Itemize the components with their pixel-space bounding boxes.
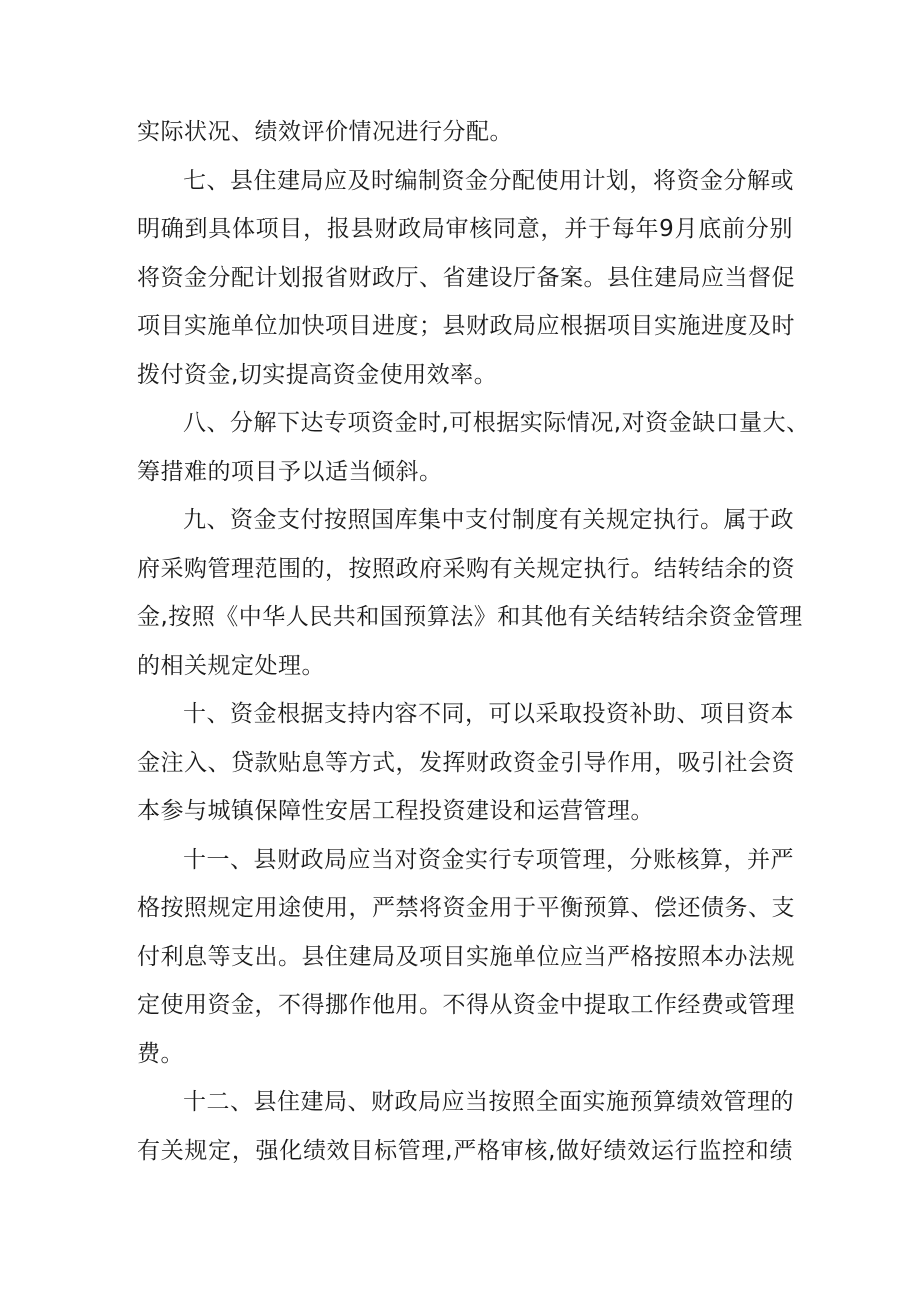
paragraph — [137, 690, 793, 836]
text-line: 明确到具体项目，报县财政局审核同意，并于每年9月底前分别 — [137, 216, 793, 242]
text-line: 拨付资金,切实提高资金使用效率。 — [137, 361, 498, 388]
text-line: 十二、县住建局、财政局应当按照全面实施预算绩效管理的 — [183, 1089, 794, 1115]
text-line: 的相关规定处理。 — [137, 652, 325, 679]
text-line: 费。 — [137, 1040, 184, 1067]
text-line: 金注入、贷款贴息等方式，发挥财政资金引导作用，吸引社会资 — [137, 749, 795, 776]
paragraph — [137, 157, 793, 400]
text-line: 金,按照《中华人民共和国预算法》和其他有关结转结余资金管理 — [137, 604, 803, 630]
paragraph — [137, 399, 810, 496]
text-line: 九、资金支付按照国库集中支付制度有关规定执行。属于政 — [183, 507, 794, 533]
text-line: 府采购管理范围的，按照政府采购有关规定执行。结转结余的资 — [137, 555, 795, 582]
text-line: 十、资金根据支持内容不同，可以采取投资补助、项目资本 — [183, 701, 794, 727]
text-line: 格按照规定用途使用，严禁将资金用于平衡预算、偿还债务、支 — [137, 895, 795, 921]
document-body — [137, 108, 810, 1175]
text-line: 付利息等支出。县住建局及项目实施单位应当严格按照本办法规 — [137, 943, 795, 970]
text-line: 实际状况、绩效评价情况进行分配。 — [137, 119, 513, 145]
text-line: 项目实施单位加快项目进度；县财政局应根据项目实施进度及时 — [137, 313, 795, 339]
paragraph — [137, 836, 793, 1079]
text-line: 八、分解下达专项资金时,可根据实际情况,对资金缺口量大、 — [183, 410, 810, 436]
text-line: 七、县住建局应及时编制资金分配使用计划，将资金分解或 — [183, 167, 794, 194]
text-line: 筹措难的项目予以适当倾斜。 — [137, 458, 443, 485]
text-line: 本参与城镇保障性安居工程投资建设和运营管理。 — [137, 798, 654, 824]
text-line: 十一、县财政局应当对资金实行专项管理，分账核算，并严 — [183, 846, 794, 873]
paragraph — [137, 1078, 793, 1175]
text-line: 将资金分配计划报省财政厅、省建设厅备案。县住建局应当督促 — [137, 264, 795, 291]
paragraph — [137, 108, 793, 157]
text-line: 有关规定，强化绩效目标管理,严格审核,做好绩效运行监控和绩 — [137, 1137, 793, 1164]
text-line: 定使用资金，不得挪作他用。不得从资金中提取工作经费或管理 — [137, 992, 795, 1018]
paragraph — [137, 496, 803, 690]
